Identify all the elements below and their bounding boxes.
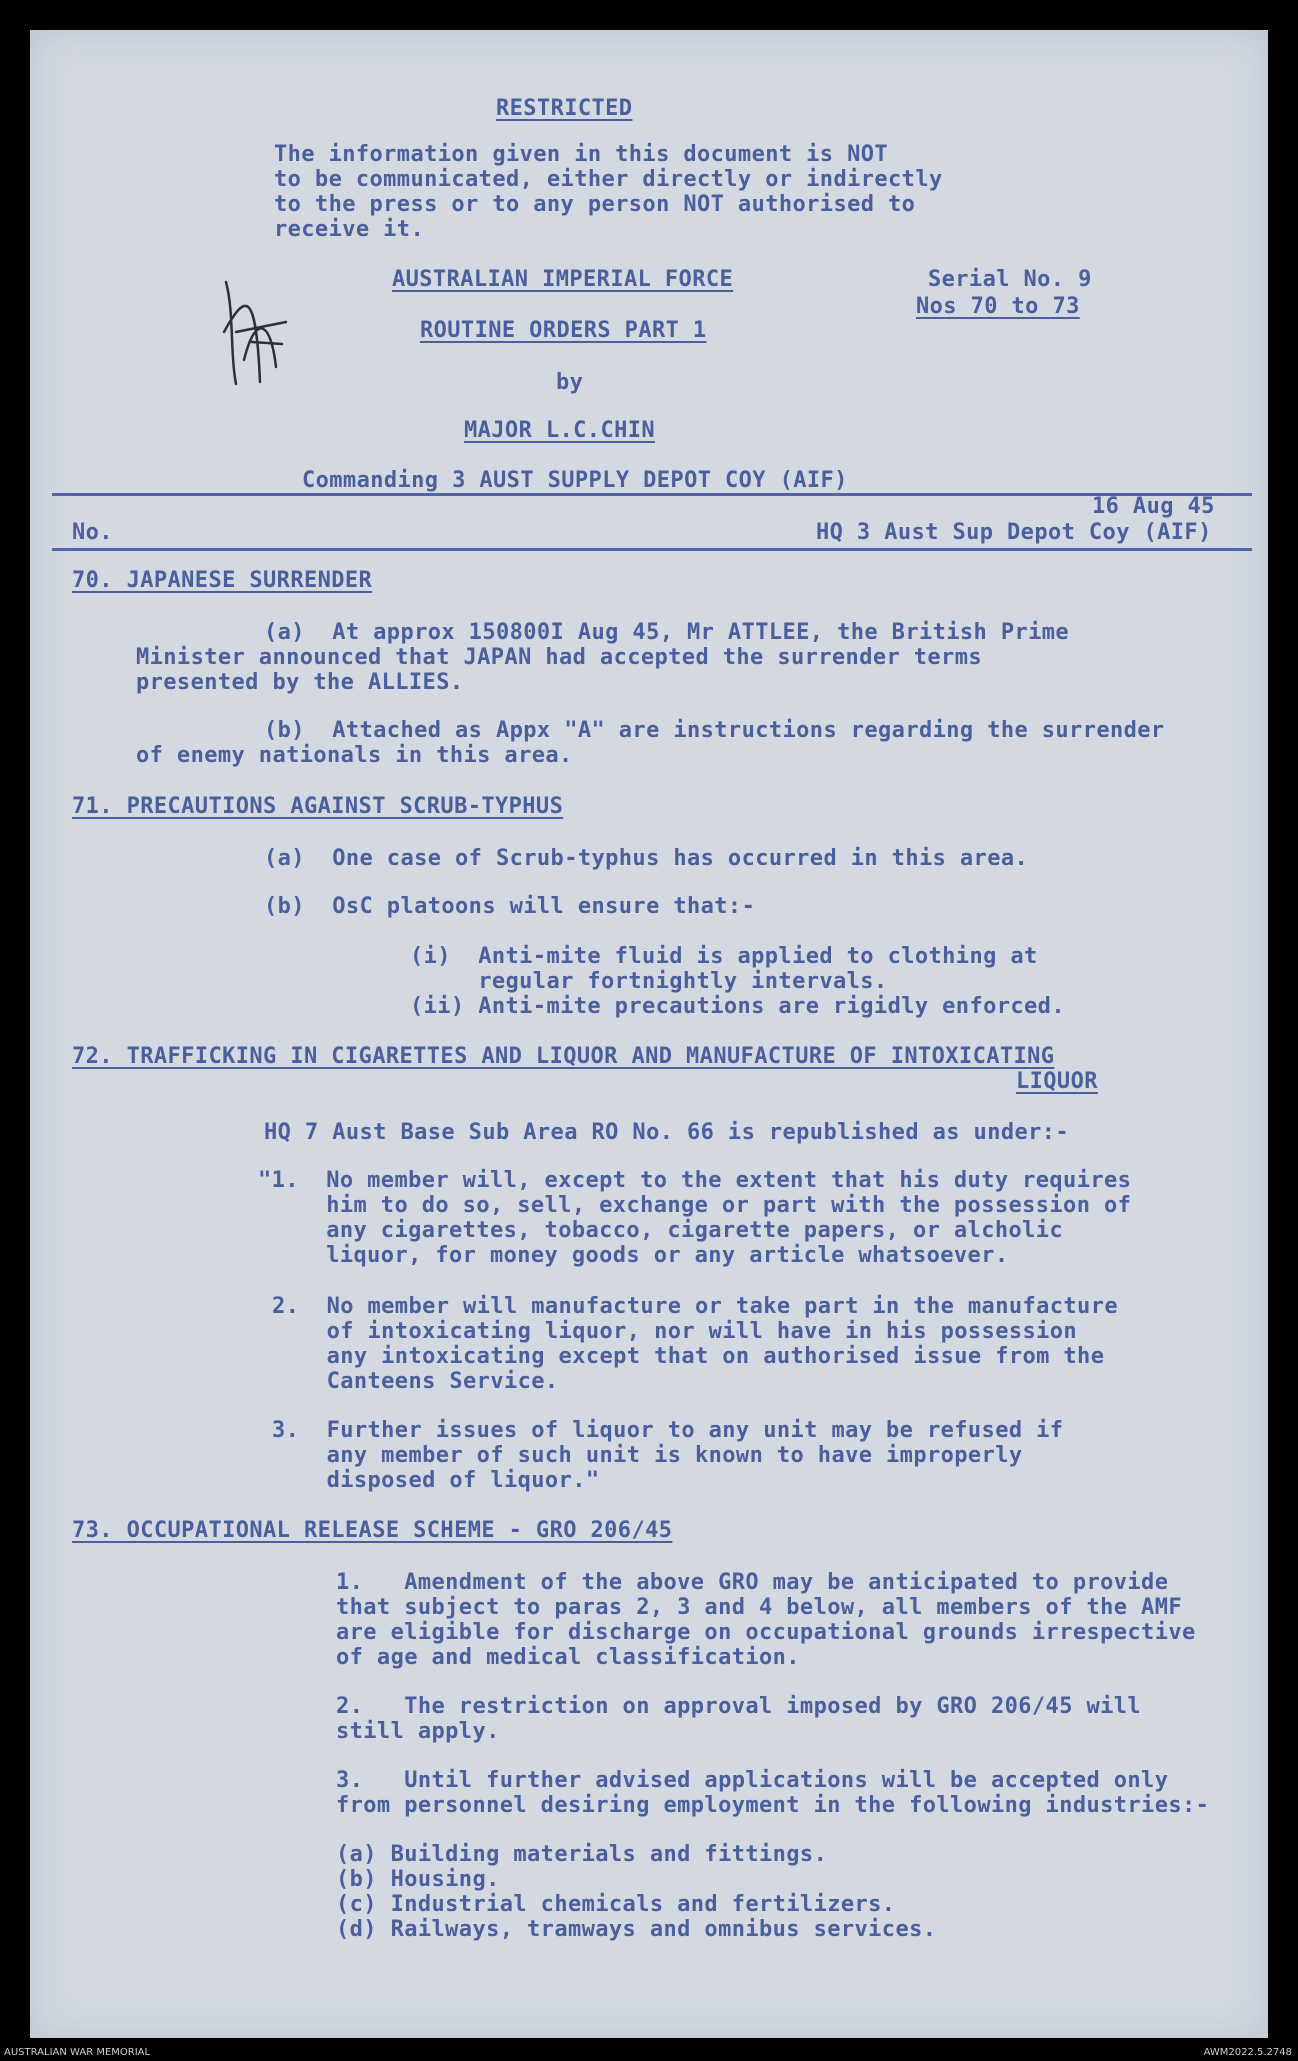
orders-title: ROUTINE ORDERS PART 1: [420, 318, 707, 343]
command-line: Commanding 3 AUST SUPPLY DEPOT COY (AIF): [302, 468, 848, 493]
item-72-p1-line-3: any cigarettes, tobacco, cigarette papers, or alcholic: [258, 1218, 1064, 1243]
footer-source: AUSTRALIAN WAR MEMORIAL: [4, 2047, 151, 2058]
item-72-p3-line-1: 3. Further issues of liquor to any unit may be refused if: [272, 1418, 1064, 1443]
item-73-list-a: (a) Building materials and fittings.: [336, 1842, 828, 1867]
item-70-b-line-2: of enemy nationals in this area.: [136, 743, 573, 768]
item-70-b-line-1: (b) Attached as Appx "A" are instructions regarding the surrender: [264, 718, 1165, 743]
number-label: No.: [72, 520, 113, 545]
item-73-p2-line-2: still apply.: [336, 1719, 500, 1744]
item-70-a-line-2: Minister announced that JAPAN had accepted the surrender terms: [136, 645, 982, 670]
item-72-p1-line-4: liquor, for money goods or any article whatsoever.: [258, 1243, 1009, 1268]
item-72-p3-line-2: any member of such unit is known to have improperly: [272, 1443, 1023, 1468]
header-rule-bottom: [52, 548, 1252, 551]
handwritten-signature: [216, 272, 296, 392]
item-72-p2-line-2: of intoxicating liquor, nor will have in his possession: [272, 1319, 1078, 1344]
item-72-p2-line-4: Canteens Service.: [272, 1369, 559, 1394]
item-73-p1-line-3: are eligible for discharge on occupational grounds irrespective: [336, 1620, 1196, 1645]
item-73-p1-line-2: that subject to paras 2, 3 and 4 below, all members of the AMF: [336, 1595, 1182, 1620]
warning-line-3: to the press or to any person NOT authorised to: [274, 192, 916, 217]
item-73-p3-line-2: from personnel desiring employment in the following industries:-: [336, 1793, 1210, 1818]
item-72-p2-line-3: any intoxicating except that on authorised issue from the: [272, 1344, 1105, 1369]
item-71-b: (b) OsC platoons will ensure that:-: [264, 894, 756, 919]
header-rule-top: [52, 493, 1252, 496]
item-73-p1-line-4: of age and medical classification.: [336, 1645, 800, 1670]
footer-reference: AWM2022.5.2748: [1203, 2047, 1292, 2058]
item-72-heading: 72. TRAFFICKING IN CIGARETTES AND LIQUOR AND MANUFACTURE OF INTOXICATING: [72, 1044, 1055, 1069]
item-72-heading-cont: LIQUOR: [1016, 1069, 1098, 1094]
officer-name: MAJOR L.C.CHIN: [464, 418, 656, 443]
order-date: 16 Aug 45: [1092, 494, 1215, 519]
item-73-list-d: (d) Railways, tramways and omnibus services.: [336, 1917, 937, 1942]
item-72-p1-line-1: "1. No member will, except to the extent that his duty requires: [258, 1168, 1132, 1193]
item-70-a-line-3: presented by the ALLIES.: [136, 670, 464, 695]
item-72-p1-line-2: him to do so, sell, exchange or part with the possession of: [258, 1193, 1132, 1218]
serial-number: Serial No. 9: [928, 267, 1092, 292]
warning-line-4: receive it.: [274, 217, 425, 242]
item-72-p3-line-3: disposed of liquor.": [272, 1468, 600, 1493]
force-title: AUSTRALIAN IMPERIAL FORCE: [392, 267, 734, 292]
item-73-p3-line-1: 3. Until further advised applications will be accepted only: [336, 1768, 1169, 1793]
item-71-heading: 71. PRECAUTIONS AGAINST SCRUB-TYPHUS: [72, 794, 564, 819]
item-70-heading: 70. JAPANESE SURRENDER: [72, 568, 373, 593]
order-numbers: Nos 70 to 73: [916, 294, 1080, 319]
warning-line-2: to be communicated, either directly or indirectly: [274, 167, 943, 192]
hq-label: HQ 3 Aust Sup Depot Coy (AIF): [816, 520, 1212, 545]
item-73-list-c: (c) Industrial chemicals and fertilizers.: [336, 1892, 896, 1917]
item-73-p1-line-1: 1. Amendment of the above GRO may be anticipated to provide: [336, 1570, 1169, 1595]
item-71-sub-1: (i) Anti-mite fluid is applied to clothing at: [410, 944, 1038, 969]
item-70-a-line-1: (a) At approx 150800I Aug 45, Mr ATTLEE, the British Prime: [264, 620, 1070, 645]
item-73-p2-line-1: 2. The restriction on approval imposed by GRO 206/45 will: [336, 1694, 1142, 1719]
item-71-sub-2: regular fortnightly intervals.: [410, 969, 888, 994]
item-71-sub-3: (ii) Anti-mite precautions are rigidly enforced.: [410, 994, 1065, 1019]
item-72-p2-line-1: 2. No member will manufacture or take part in the manufacture: [272, 1294, 1118, 1319]
item-71-a: (a) One case of Scrub-typhus has occurred in this area.: [264, 846, 1029, 871]
item-72-intro: HQ 7 Aust Base Sub Area RO No. 66 is republished as under:-: [264, 1120, 1070, 1145]
item-73-list-b: (b) Housing.: [336, 1867, 500, 1892]
item-73-heading: 73. OCCUPATIONAL RELEASE SCHEME - GRO 206/45: [72, 1518, 673, 1543]
warning-line-1: The information given in this document is NOT: [274, 142, 889, 167]
by-line: by: [556, 370, 584, 395]
classification-heading: RESTRICTED: [496, 96, 633, 121]
